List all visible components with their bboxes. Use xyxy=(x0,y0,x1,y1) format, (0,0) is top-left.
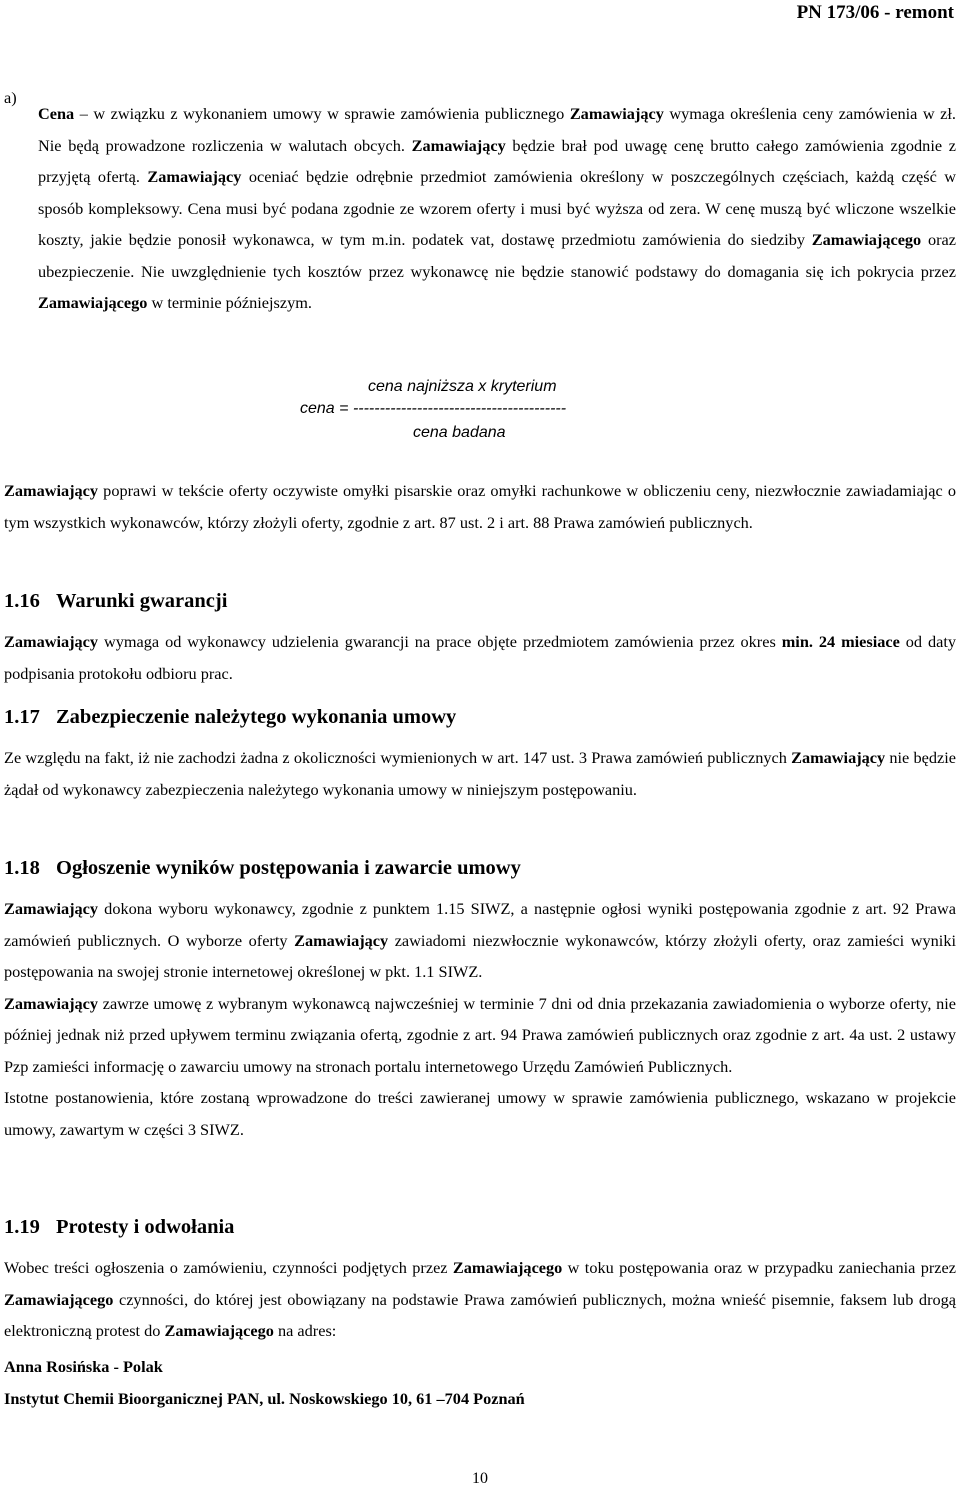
results-paragraph-3 xyxy=(4,1082,956,1145)
bold-text-run: Zamawiający xyxy=(4,481,99,500)
list-marker: a) xyxy=(4,88,17,107)
text-run: nie będzie żądał od wykonawcy zabezpieczenia należytego wykonania umowy w niniejszym postępowaniu. xyxy=(4,748,957,799)
correction-paragraph-block xyxy=(4,475,956,538)
section-heading-1-18 xyxy=(4,857,521,880)
page-number: 10 xyxy=(472,1470,488,1487)
bold-text-run: min. 24 miesiace xyxy=(781,632,900,651)
text-run: wymaga od wykonawcy udzielenia gwarancji na prace objęte przedmiotem zamówienia przez okres xyxy=(98,632,782,651)
section-1-19-body xyxy=(4,1252,956,1347)
contact-name: Anna Rosińska - Polak xyxy=(4,1357,163,1376)
section-number: 1.16 xyxy=(4,590,40,612)
bold-text-run: Cena xyxy=(38,104,75,124)
section-number: 1.17 xyxy=(4,706,40,728)
section-heading-1-19 xyxy=(4,1216,234,1239)
bold-text-run: Zamawiający xyxy=(411,135,506,155)
bold-text-run: Zamawiającego xyxy=(38,293,148,313)
section-1-18-body xyxy=(4,893,956,1145)
bold-text-run: Zamawiający xyxy=(294,930,389,950)
document-id-header: PN 173/06 - remont xyxy=(796,2,954,23)
text-run: Ze względu na fakt, iż nie zachodzi żadna z okoliczności wymienionych w art. 147 ust. 3 Prawa zamówień publicznych xyxy=(4,748,792,767)
text-run: w toku postępowania oraz w przypadku zaniechania przez xyxy=(562,1258,956,1277)
text-run: oraz ubezpieczenie. Nie uwzględnienie tych kosztów przez wykonawcę nie będzie stanowić podstawy do domagania się ich pokrycia przez xyxy=(38,230,956,281)
formula-denominator: cena badana xyxy=(413,424,506,441)
price-paragraph xyxy=(38,98,956,319)
text-run: Wobec treści ogłoszenia o zamówieniu, czynności podjętych przez xyxy=(4,1258,453,1277)
formula-numerator: cena najniższa x kryterium xyxy=(368,378,557,395)
section-heading-1-16 xyxy=(4,590,227,613)
results-paragraph-1 xyxy=(4,893,956,988)
text-run: zawiadomi niezwłocznie wykonawców, którzy złożyli oferty, oraz zamieści wyniki postępowania na swojej stronie internetowej określonej w pkt. 1.1 SIWZ. xyxy=(4,930,956,981)
section-1-17-body xyxy=(4,742,956,805)
correction-paragraph xyxy=(4,475,956,538)
results-paragraph-2 xyxy=(4,988,956,1083)
text-run: poprawi w tekście oferty oczywiste omyłki pisarskie oraz omyłki rachunkowe w obliczeniu ceny, niezwłocznie zawiadamiając o tym wszystkich wykonawców, którzy złożyli oferty, zgodnie z art. 87 ust. 2 i art. 88 Prawa zamówień publicznych. xyxy=(4,481,956,532)
text-run: od daty podpisania protokołu odbioru prac. xyxy=(4,632,957,683)
bold-text-run: Zamawiającego xyxy=(452,1258,563,1277)
formula-rule: ---------------------------------------- xyxy=(352,400,567,417)
bold-text-run: Zamawiający xyxy=(791,748,886,767)
text-run: zawrze umowę z wybranym wykonawcą najwcześniej w terminie 7 dni od dnia przekazania zawiadomienia o wyborze oferty, nie później jednak niż przed upływem terminu związania ofertą, zgodnie z art. 94 Prawa zamówień publicznych oraz zgodnie z art. 4a ust. 2 ustawy Pzp zamieści informację o zawarciu umowy na stronach portalu internetowego Urzędu Zamówień Publicznych. xyxy=(4,993,956,1076)
text-run: – w związku z wykonaniem umowy w sprawie zamówienia publicznego xyxy=(74,104,570,124)
formula-lhs: cena = xyxy=(300,400,353,417)
warranty-paragraph xyxy=(4,626,956,689)
text-run: czynności, do której jest obowiązany na podstawie Prawa zamówień publicznych, można wnieść pisemnie, faksem lub drogą elektroniczną protest do xyxy=(4,1289,956,1340)
bold-text-run: Zamawiający xyxy=(147,167,242,187)
bold-text-run: Zamawiającego xyxy=(164,1321,274,1340)
section-title: Zabezpieczenie należytego wykonania umowy xyxy=(56,706,457,728)
security-paragraph xyxy=(4,742,956,805)
contact-address: Instytut Chemii Bioorganicznej PAN, ul. Noskowskiego 10, 61 –704 Poznań xyxy=(4,1389,525,1408)
section-1-16-body xyxy=(4,626,956,689)
bold-text-run: Zamawiającego xyxy=(811,230,922,250)
text-run: dokona wyboru wykonawcy, zgodnie z punktem 1.15 SIWZ, a następnie ogłosi wyniki postępowania zgodnie z art. 92 Prawa zamówień publicznych. O wyborze oferty xyxy=(4,899,956,950)
bold-text-run: Zamawiający xyxy=(4,993,99,1013)
text-run: oceniać będzie odrębnie przedmiot zamówienia określony w poszczególnych częściach, każdą część w sposób kompleksowy. Cena musi być podana zgodnie ze wzorem oferty i musi być wyższa od zera. W cenę muszą być wliczone wszelkie koszty, jakie będzie ponosił wykonawca, w tym m.in. podatek vat, dostawę przedmiotu zamówienia do siedziby xyxy=(38,167,956,250)
bold-text-run: Zamawiający xyxy=(4,632,99,651)
text-run: w terminie późniejszym. xyxy=(147,293,312,313)
text-run: wymaga określenia ceny zamówienia w zł. Nie będą prowadzone rozliczenia w walutach obcych. xyxy=(38,104,957,155)
formula-fraction-line xyxy=(300,400,566,418)
bold-text-run: Zamawiającego xyxy=(4,1289,114,1309)
section-heading-1-17 xyxy=(4,706,456,729)
section-title: Protesty i odwołania xyxy=(56,1216,235,1238)
protest-paragraph xyxy=(4,1252,956,1347)
section-title: Ogłoszenie wyników postępowania i zawarcie umowy xyxy=(56,857,521,879)
section-number: 1.19 xyxy=(4,1216,40,1238)
text-run: na adres: xyxy=(273,1321,337,1340)
text-run: Istotne postanowienia, które zostaną wprowadzone do treści zawieranej umowy w sprawie zamówienia publicznego, wskazano w projekcie umowy, zawartym w części 3 SIWZ. xyxy=(4,1088,956,1139)
bold-text-run: Zamawiający xyxy=(569,104,664,124)
list-item-a xyxy=(4,82,956,335)
section-number: 1.18 xyxy=(4,857,40,879)
section-title: Warunki gwarancji xyxy=(56,590,228,612)
bold-text-run: Zamawiający xyxy=(4,899,99,918)
text-run: będzie brał pod uwagę cenę brutto całego zamówienia zgodnie z przyjętą ofertą. xyxy=(38,135,956,187)
